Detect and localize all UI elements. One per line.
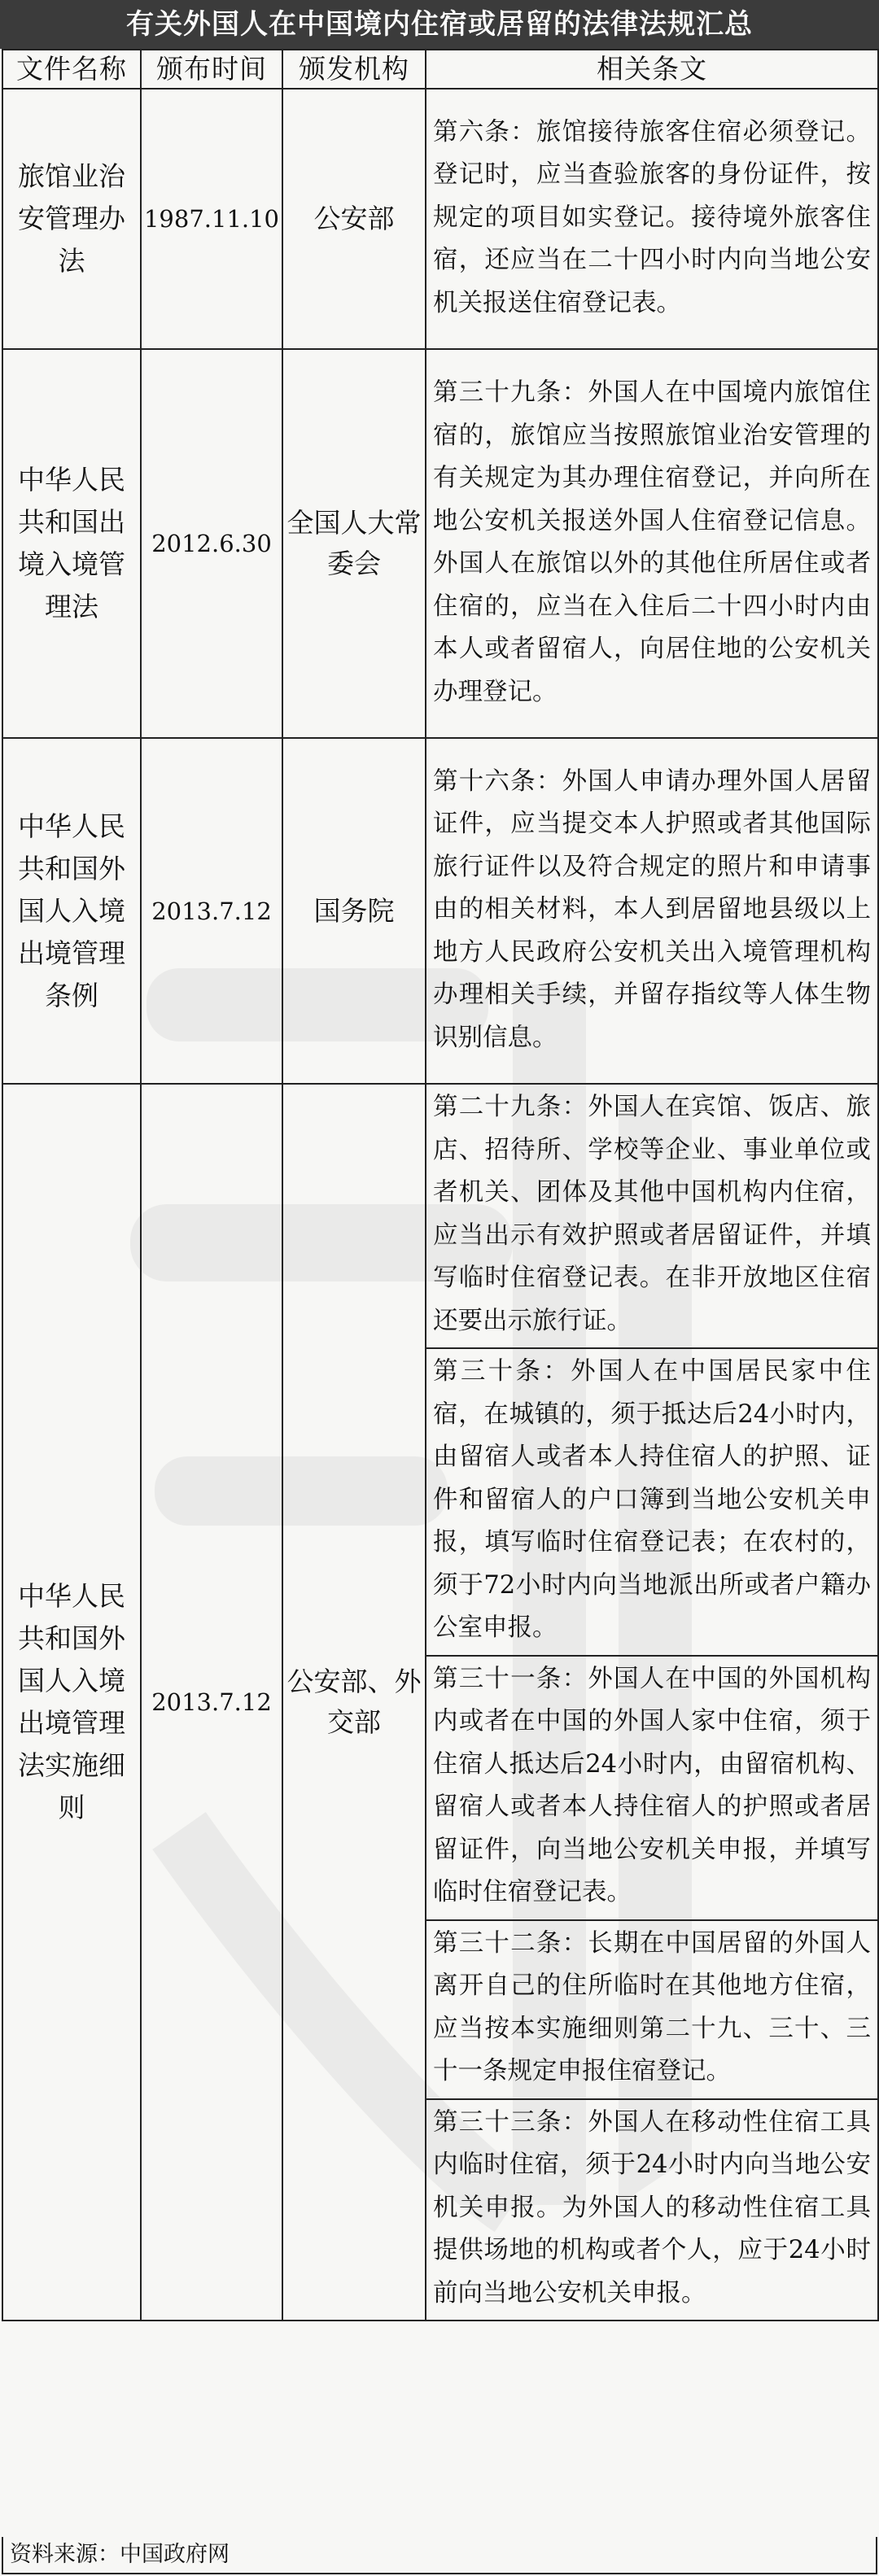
doc-org: 公安部、外交部: [282, 1084, 426, 2321]
doc-name: 旅馆业治安管理办法: [2, 89, 141, 349]
clause-text: 第三十一条：外国人在中国的外国机构内或者在中国的外国人家中住宿，须于住宿人抵达后24小时内，由留宿机构、留宿人或者本人持住宿人的护照或者居留证件，向当地公安机关申报，并填写临时住宿登记表。: [426, 1655, 877, 1919]
regulations-table: [2, 49, 879, 2321]
table-row: [2, 1084, 878, 2321]
doc-date: 2013.7.12: [141, 738, 282, 1084]
table-title: 有关外国人在中国境内住宿或居留的法律法规汇总: [0, 0, 879, 49]
clause-text: 第三十九条：外国人在中国境内旅馆住宿的，旅馆应当按照旅馆业治安管理的有关规定为其办理住宿登记，并向所在地公安机关报送外国人住宿登记信息。外国人在旅馆以外的其他住所居住或者住宿的，应当在入住后二十四小时内由本人或者留宿人，向居住地的公安机关办理登记。: [426, 349, 878, 738]
doc-name: 中华人民共和国出境入境管理法: [2, 349, 141, 738]
clause-group: [426, 1084, 878, 2321]
source-note: 资料来源：中国政府网: [2, 2537, 877, 2574]
table-row: [2, 89, 878, 349]
doc-org: 全国人大常委会: [282, 349, 426, 738]
doc-name: 中华人民共和国外国人入境出境管理法实施细则: [2, 1084, 141, 2321]
clause-text: 第三十二条：长期在中国居留的外国人离开自己的住所临时在其他地方住宿，应当按本实施细则第二十九、三十、三十一条规定申报住宿登记。: [426, 1919, 877, 2098]
header-clause: 相关条文: [426, 50, 878, 89]
table-row: [2, 738, 878, 1084]
clause-text: 第三十三条：外国人在移动性住宿工具内临时住宿，须于24小时内向当地公安机关申报。为外国人的移动性住宿工具提供场地的机构或者个人，应于24小时前向当地公安机关申报。: [426, 2098, 877, 2321]
doc-name: 中华人民共和国外国人入境出境管理条例: [2, 738, 141, 1084]
doc-org: 公安部: [282, 89, 426, 349]
doc-date: 1987.11.10: [141, 89, 282, 349]
doc-date: 2013.7.12: [141, 1084, 282, 2321]
doc-org: 国务院: [282, 738, 426, 1084]
header-org: 颁发机构: [282, 50, 426, 89]
clause-text: 第十六条：外国人申请办理外国人居留证件，应当提交本人护照或者其他国际旅行证件以及符合规定的照片和申请事由的相关材料，本人到居留地县级以上地方人民政府公安机关出入境管理机构办理相关手续，并留存指纹等人体生物识别信息。: [426, 738, 878, 1084]
clause-text: 第二十九条：外国人在宾馆、饭店、旅店、招待所、学校等企业、事业单位或者机关、团体及其他中国机构内住宿，应当出示有效护照或者居留证件，并填写临时住宿登记表。在非开放地区住宿还要出示旅行证。: [433, 1093, 871, 1335]
header-row: [2, 50, 878, 89]
doc-date: 2012.6.30: [141, 349, 282, 738]
header-date: 颁布时间: [141, 50, 282, 89]
clause-text: 第三十条：外国人在中国居民家中住宿，在城镇的，须于抵达后24小时内，由留宿人或者本人持住宿人的护照、证件和留宿人的户口簿到当地公安机关申报，填写临时住宿登记表；在农村的，须于72小时内向当地派出所或者户籍办公室申报。: [426, 1347, 877, 1655]
clause-text: 第六条：旅馆接待旅客住宿必须登记。登记时，应当查验旅客的身份证件，按规定的项目如实登记。接待境外旅客住宿，还应当在二十四小时内向当地公安机关报送住宿登记表。: [426, 89, 878, 349]
header-name: 文件名称: [2, 50, 141, 89]
table-row: [2, 349, 878, 738]
